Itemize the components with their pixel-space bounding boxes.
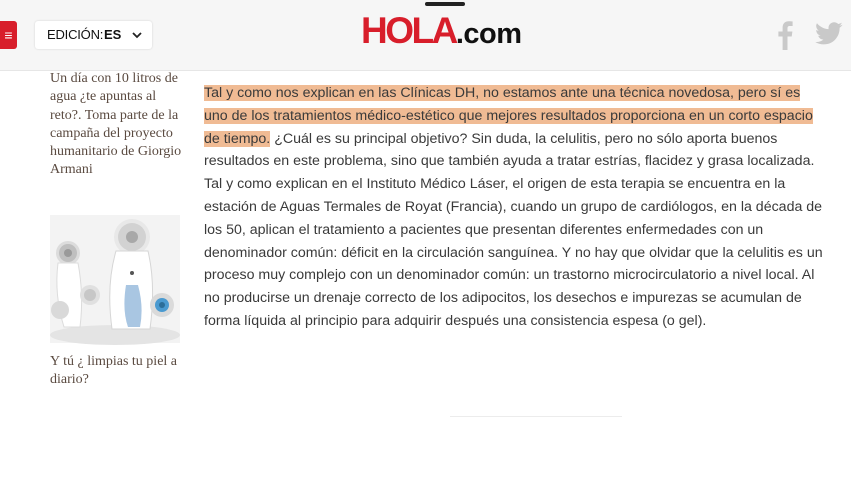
sidebar-article-link[interactable] [50, 353, 185, 388]
facial-brush-image [50, 215, 180, 343]
logo-main: HOLA [361, 10, 456, 51]
logo-suffix: .com [455, 18, 522, 50]
article-body [204, 82, 826, 333]
site-logo[interactable] [361, 10, 522, 54]
sidebar-article-title: Y tú ¿ limpias tu piel a diario? [50, 354, 178, 388]
facebook-icon[interactable] [776, 20, 794, 50]
article-paragraph [204, 82, 826, 333]
chevron-down-icon [130, 21, 144, 49]
article-text: ¿Cuál es su principal objetivo? Sin duda, la celulitis, pero no sólo aporta buenos resultados en este problema, sino que también ayuda a tratar estrías, flacidez y grasa localizada. Tal y como explican en el Instituto Médico Láser, el origen de esta terapia se encuentra en la estación de Aguas Termales de Royat (Francia), cuando un grupo de cardiólogos, en la década de los 50, aplican el tratamiento a pacientes que presentan diferentes enfermedades con un denominador común: déficit en la circulación sanguínea. Y no hay que olvidar que la celulitis es un proceso muy complejo con un denominador común: un trastorno microcirculatorio a nivel local. Al no producirse un drenaje correcto de los adipocitos, los desechos e impurezas se acumulan de forma líquida al principio para adquirir después una consistencia espesa (o gel). [204, 130, 823, 329]
divider [450, 416, 622, 417]
edition-selector[interactable] [35, 21, 152, 49]
edition-value: ES [104, 27, 122, 42]
sidebar-article-link[interactable] [50, 70, 185, 180]
highlighted-text: Tal y como nos explican en las Clínicas DH, no estamos ante una técnica novedosa, pero sí es uno de los tratamientos médico-estético que mejores resultados proporciona en un corto espacio de tiempo. [204, 85, 813, 147]
site-header [0, 0, 851, 71]
edition-label: EDICIÓN: [47, 27, 104, 42]
twitter-icon[interactable] [815, 22, 843, 46]
menu-button[interactable] [0, 21, 17, 49]
sidebar-article-image[interactable] [50, 215, 180, 343]
sidebar-article-title: Un día con 10 litros de agua ¿te apuntas al reto?. Toma parte de la campaña del proyecto humanitario de Giorgio Armani [50, 71, 182, 178]
logo-accent [425, 2, 465, 6]
hamburger-icon: ≡ [4, 27, 13, 43]
